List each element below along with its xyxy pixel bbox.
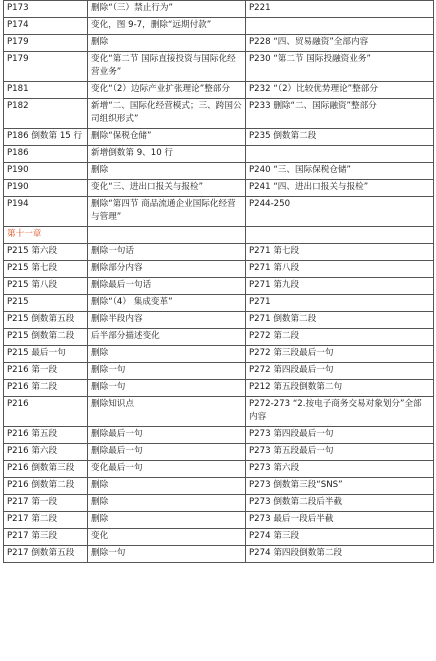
new-page-cell: P272-273 “2.按电子商务交易对象划分”全部内容: [246, 397, 434, 427]
change-description-cell: 删除最后一句话: [88, 278, 246, 295]
change-description-cell: 删除一句: [88, 380, 246, 397]
old-page-cell: P216: [4, 397, 88, 427]
change-description-cell: 删除: [88, 512, 246, 529]
old-page-cell: P190: [4, 180, 88, 197]
table-row: [4, 380, 434, 397]
new-page-cell: P240 “三、国际保税仓储”: [246, 163, 434, 180]
change-description-cell: 变化，图 9-7，删除“远期付款”: [88, 18, 246, 35]
table-row: [4, 312, 434, 329]
table-row: [4, 180, 434, 197]
change-description-cell: 变化最后一句: [88, 461, 246, 478]
old-page-cell: P179: [4, 52, 88, 82]
old-page-cell: P216 第二段: [4, 380, 88, 397]
table-row: [4, 129, 434, 146]
new-page-cell: P230 “第二节 国际投融资业务”: [246, 52, 434, 82]
new-page-cell: P273 第六段: [246, 461, 434, 478]
chapter-heading-empty-cell: [246, 227, 434, 244]
old-page-cell: P190: [4, 163, 88, 180]
table-body-chapter-eleven: [4, 244, 434, 563]
table-row: [4, 546, 434, 563]
table-row: [4, 18, 434, 35]
old-page-cell: P194: [4, 197, 88, 227]
change-description-cell: 删除部分内容: [88, 261, 246, 278]
table-row: [4, 397, 434, 427]
new-page-cell: P272 第三段最后一句: [246, 346, 434, 363]
change-description-cell: 新增倒数第 9、10 行: [88, 146, 246, 163]
old-page-cell: P216 第六段: [4, 444, 88, 461]
new-page-cell: P233 删除“二、国际融资”整部分: [246, 99, 434, 129]
table-row: [4, 461, 434, 478]
table-row: [4, 363, 434, 380]
old-page-cell: P216 倒数第三段: [4, 461, 88, 478]
change-description-cell: 删除: [88, 35, 246, 52]
new-page-cell: P244-250: [246, 197, 434, 227]
old-page-cell: P216 第五段: [4, 427, 88, 444]
table-row: [4, 163, 434, 180]
change-description-cell: 删除“第四节 商品流通企业国际化经营与管理”: [88, 197, 246, 227]
new-page-cell: P271 第九段: [246, 278, 434, 295]
old-page-cell: P217 第三段: [4, 529, 88, 546]
change-description-cell: 变化“三、进出口报关与报检”: [88, 180, 246, 197]
table-row: [4, 197, 434, 227]
table-row: [4, 295, 434, 312]
change-description-cell: 删除“（4） 集成变革”: [88, 295, 246, 312]
table-row: [4, 82, 434, 99]
new-page-cell: P271: [246, 295, 434, 312]
table-body-chapter-ten: [4, 1, 434, 227]
change-description-cell: 变化“第二节 国际直接投资与国际化经营业务”: [88, 52, 246, 82]
new-page-cell: P272 第四段最后一句: [246, 363, 434, 380]
chapter-heading: 第十一章: [4, 227, 88, 244]
new-page-cell: P274 第三段: [246, 529, 434, 546]
new-page-cell: [246, 146, 434, 163]
old-page-cell: P181: [4, 82, 88, 99]
change-description-cell: 删除最后一句: [88, 427, 246, 444]
new-page-cell: P228 “四、贸易融资”全部内容: [246, 35, 434, 52]
change-description-cell: 删除一句: [88, 546, 246, 563]
old-page-cell: P217 倒数第五段: [4, 546, 88, 563]
new-page-cell: P271 倒数第二段: [246, 312, 434, 329]
old-page-cell: P186: [4, 146, 88, 163]
chapter-heading-row: [4, 227, 434, 244]
new-page-cell: P272 第二段: [246, 329, 434, 346]
chapter-heading-row-group: [4, 227, 434, 244]
change-description-cell: 删除“保税仓储”: [88, 129, 246, 146]
table-row: [4, 444, 434, 461]
change-description-cell: 删除一句话: [88, 244, 246, 261]
new-page-cell: P273 第五段最后一句: [246, 444, 434, 461]
old-page-cell: P215: [4, 295, 88, 312]
old-page-cell: P186 倒数第 15 行: [4, 129, 88, 146]
change-description-cell: 新增“二、国际化经营模式；三、跨国公司组织形式”: [88, 99, 246, 129]
old-page-cell: P179: [4, 35, 88, 52]
change-description-cell: 删除: [88, 478, 246, 495]
old-page-cell: P173: [4, 1, 88, 18]
new-page-cell: P212 第五段倒数第二句: [246, 380, 434, 397]
old-page-cell: P215 第七段: [4, 261, 88, 278]
table-row: [4, 427, 434, 444]
change-description-cell: 删除: [88, 163, 246, 180]
new-page-cell: P273 第四段最后一句: [246, 427, 434, 444]
table-row: [4, 512, 434, 529]
comparison-table: [3, 0, 434, 563]
change-description-cell: 删除知识点: [88, 397, 246, 427]
table-row: [4, 52, 434, 82]
new-page-cell: P273 最后一段后半截: [246, 512, 434, 529]
old-page-cell: P182: [4, 99, 88, 129]
old-page-cell: P216 倒数第二段: [4, 478, 88, 495]
new-page-cell: P273 倒数第二段后半截: [246, 495, 434, 512]
change-description-cell: 变化“（2）边际产业扩张理论”整部分: [88, 82, 246, 99]
old-page-cell: P215 第八段: [4, 278, 88, 295]
change-description-cell: 删除半段内容: [88, 312, 246, 329]
table-row: [4, 35, 434, 52]
old-page-cell: P174: [4, 18, 88, 35]
old-page-cell: P215 最后一句: [4, 346, 88, 363]
old-page-cell: P215 倒数第五段: [4, 312, 88, 329]
table-row: [4, 1, 434, 18]
new-page-cell: P271 第八段: [246, 261, 434, 278]
old-page-cell: P215 第六段: [4, 244, 88, 261]
new-page-cell: P273 倒数第三段“SNS”: [246, 478, 434, 495]
table-row: [4, 346, 434, 363]
old-page-cell: P216 第一段: [4, 363, 88, 380]
table-row: [4, 329, 434, 346]
change-description-cell: 变化: [88, 529, 246, 546]
table-row: [4, 146, 434, 163]
new-page-cell: P271 第七段: [246, 244, 434, 261]
table-row: [4, 99, 434, 129]
table-row: [4, 278, 434, 295]
change-description-cell: 删除: [88, 346, 246, 363]
new-page-cell: P241 “四、进出口报关与报检”: [246, 180, 434, 197]
table-row: [4, 529, 434, 546]
new-page-cell: P232 “（2）比较优势理论”整部分: [246, 82, 434, 99]
change-description-cell: 删除: [88, 495, 246, 512]
old-page-cell: P215 倒数第二段: [4, 329, 88, 346]
change-description-cell: 删除“（三）禁止行为”: [88, 1, 246, 18]
new-page-cell: P221: [246, 1, 434, 18]
new-page-cell: [246, 18, 434, 35]
table-row: [4, 261, 434, 278]
table-row: [4, 495, 434, 512]
change-description-cell: 后半部分描述变化: [88, 329, 246, 346]
old-page-cell: P217 第二段: [4, 512, 88, 529]
old-page-cell: P217 第一段: [4, 495, 88, 512]
new-page-cell: P235 倒数第二段: [246, 129, 434, 146]
change-description-cell: 删除最后一句: [88, 444, 246, 461]
chapter-heading-empty-cell: [88, 227, 246, 244]
change-description-cell: 删除一句: [88, 363, 246, 380]
table-row: [4, 478, 434, 495]
new-page-cell: P274 第四段倒数第二段: [246, 546, 434, 563]
table-row: [4, 244, 434, 261]
